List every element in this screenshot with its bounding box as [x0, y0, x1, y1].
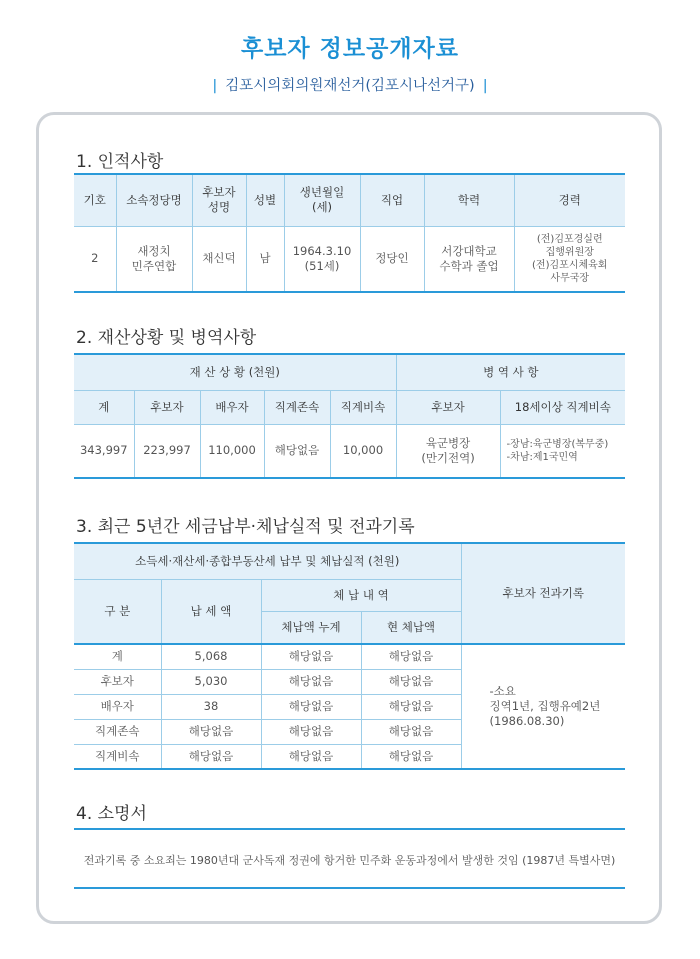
cell-military-descendant: -장남:육군병장(복무중) -차남:제1국민역: [500, 424, 625, 478]
cell-category: 계: [74, 644, 161, 669]
cell-birthdate: 1964.3.10 (51세): [284, 226, 360, 292]
asset-group-header: 재 산 상 황 (천원): [74, 354, 396, 390]
cell-number: 2: [74, 226, 116, 292]
cell-current: 해당없음: [361, 669, 461, 694]
header-cell: 학력: [424, 174, 514, 226]
cell-occupation: 정당인: [360, 226, 424, 292]
header-cell: 직업: [360, 174, 424, 226]
military-group-header: 병 역 사 항: [396, 354, 625, 390]
cell-cumulative: 해당없음: [261, 694, 361, 719]
cumulative-header: 체납액 누계: [261, 611, 361, 644]
current-header: 현 체납액: [361, 611, 461, 644]
header-cell: 계: [74, 390, 134, 424]
tax-group-header: 소득세·재산세·종합부동산세 납부 및 체납실적 (천원): [74, 543, 461, 579]
personal-header-row: [74, 174, 625, 226]
section-title-property: 2. 재산상황 및 병역사항: [76, 328, 257, 348]
statement-text: 전과기록 중 소요죄는 1980년대 군사독재 정권에 항거한 민주화 운동과정에서 발생한 것임 (1987년 특별사면): [83, 854, 616, 867]
cell-cumulative: 해당없음: [261, 669, 361, 694]
header-cell: 18세이상 직계비속: [500, 390, 625, 424]
personal-table: [74, 173, 625, 293]
cell-spouse: 110,000: [200, 424, 264, 478]
arrears-header: 체 납 내 역: [261, 579, 461, 611]
career-group-header: 후보자 전과기록: [461, 543, 625, 644]
header-cell: 배우자: [200, 390, 264, 424]
statement-bottom-divider: [74, 887, 625, 889]
tax-group-row: [74, 543, 625, 579]
header-cell: 성별: [246, 174, 284, 226]
cell-paid: 5,030: [161, 669, 261, 694]
header-cell: 후보자 성명: [192, 174, 246, 226]
category-header: 구 분: [74, 579, 161, 644]
property-table: [74, 353, 625, 479]
subtitle-bar-left: |: [212, 78, 218, 94]
election-name: 김포시의회의원재선거(김포시나선거구): [225, 78, 475, 94]
cell-category: 직계존속: [74, 719, 161, 744]
cell-current: 해당없음: [361, 719, 461, 744]
cell-descendant: 10,000: [330, 424, 396, 478]
cell-party: 새정치 민주연합: [116, 226, 192, 292]
cell-career: (전)김포경실련 집행위원장 (전)김포시체육회 사무국장: [514, 226, 625, 292]
header-cell: 기호: [74, 174, 116, 226]
cell-cumulative: 해당없음: [261, 644, 361, 669]
cell-ascendant: 해당없음: [264, 424, 330, 478]
tax-table: [74, 542, 625, 770]
section-title-statement: 4. 소명서: [76, 804, 147, 824]
cell-current: 해당없음: [361, 744, 461, 769]
property-data-row: [74, 424, 625, 478]
subtitle-bar-right: |: [482, 78, 488, 94]
cell-cumulative: 해당없음: [261, 719, 361, 744]
header-cell: 직계비속: [330, 390, 396, 424]
cell-category: 배우자: [74, 694, 161, 719]
cell-name: 채신덕: [192, 226, 246, 292]
header-cell: 후보자: [134, 390, 200, 424]
property-group-row: [74, 354, 625, 390]
cell-total: 343,997: [74, 424, 134, 478]
cell-current: 해당없음: [361, 694, 461, 719]
property-header-row: [74, 390, 625, 424]
cell-current: 해당없음: [361, 644, 461, 669]
cell-cumulative: 해당없음: [261, 744, 361, 769]
section-title-tax: 3. 최근 5년간 세금납부·체납실적 및 전과기록: [76, 517, 415, 537]
personal-data-row: [74, 226, 625, 292]
cell-category: 후보자: [74, 669, 161, 694]
page-title: 후보자 정보공개자료: [241, 36, 459, 62]
cell-paid: 해당없음: [161, 744, 261, 769]
cell-gender: 남: [246, 226, 284, 292]
section-title-personal: 1. 인적사항: [76, 152, 164, 172]
cell-category: 직계비속: [74, 744, 161, 769]
statement-top-divider: [74, 828, 625, 830]
header-cell: 후보자: [396, 390, 500, 424]
cell-candidate: 223,997: [134, 424, 200, 478]
paid-header: 납 세 액: [161, 579, 261, 644]
cell-paid: 5,068: [161, 644, 261, 669]
cell-paid: 38: [161, 694, 261, 719]
header-cell: 경력: [514, 174, 625, 226]
cell-education: 서강대학교 수학과 졸업: [424, 226, 514, 292]
page-subtitle: [0, 74, 700, 95]
cell-paid: 해당없음: [161, 719, 261, 744]
header-cell: 생년월일 (세): [284, 174, 360, 226]
cell-criminal-record: -소요 징역1년, 집행유예2년 (1986.08.30): [461, 644, 625, 769]
header-cell: 직계존속: [264, 390, 330, 424]
cell-military-candidate: 육군병장 (만기전역): [396, 424, 500, 478]
table-row: [74, 644, 625, 669]
header-cell: 소속정당명: [116, 174, 192, 226]
